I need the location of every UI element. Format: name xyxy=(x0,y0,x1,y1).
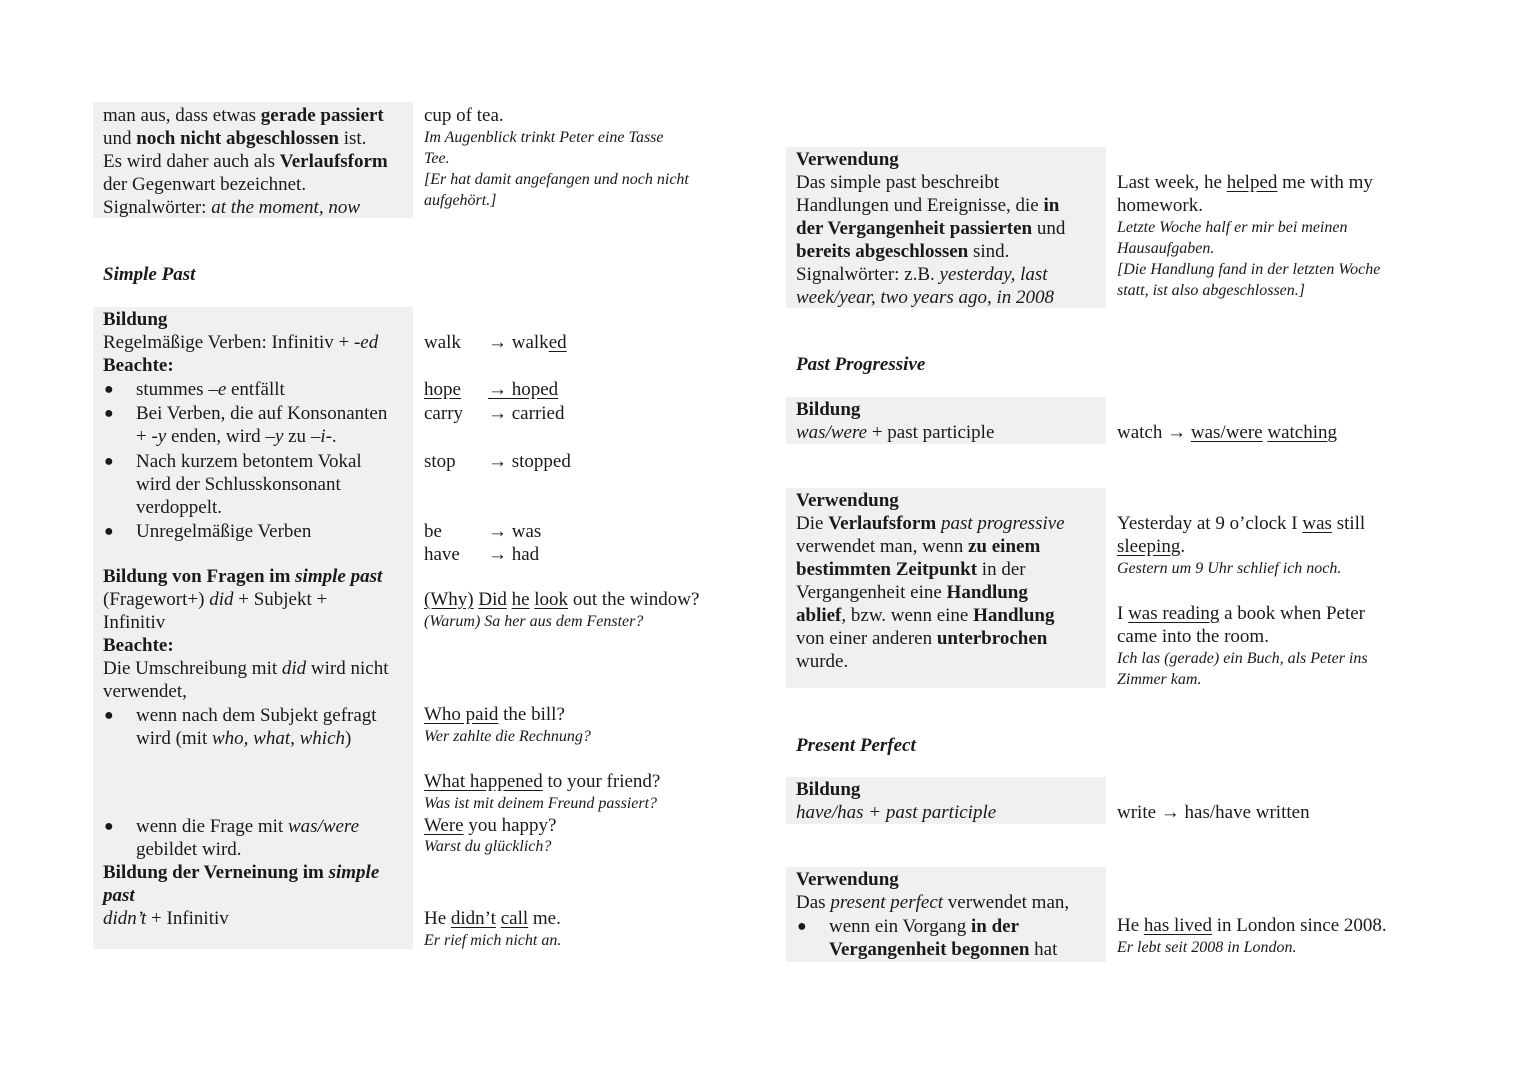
regel-line: Regelmäßige Verben: Infinitiv + -ed xyxy=(103,332,379,353)
pp-verwendung-7: wurde. xyxy=(796,651,849,672)
ex-were-you-happy: Were you happy? xyxy=(424,815,557,836)
bullet-was-were-2: gebildet wird. xyxy=(136,839,242,860)
bullet-vokal-3: verdoppelt. xyxy=(136,497,223,518)
ex-last-week: Last week, he helped me with my xyxy=(1117,172,1373,193)
ex-has-lived: He has lived in London since 2008. xyxy=(1117,915,1387,936)
ex-question-why-de: (Warum) Sa her aus dem Fenster? xyxy=(424,613,644,630)
example-note-2: aufgehört.] xyxy=(424,192,497,209)
ex-what-happened: What happened to your friend? xyxy=(424,771,661,792)
verneinung-heading-2: past xyxy=(103,885,135,906)
beachte-label: Beachte: xyxy=(103,355,174,376)
sp-verwendung-1: Das simple past beschreibt xyxy=(796,172,1000,193)
pp-verwendung-1: Die Verlaufsform past progressive xyxy=(796,513,1065,534)
ex-came-into-room: came into the room. xyxy=(1117,626,1269,647)
umschreibung-line-2: verwendet, xyxy=(103,681,187,702)
pr-bildung-label: Bildung xyxy=(796,779,861,800)
bullet-subjekt-1: wenn nach dem Subjekt gefragt xyxy=(136,705,377,726)
pp-verwendung-6: von einer anderen unterbrochen xyxy=(796,628,1048,649)
ex-stop: stop xyxy=(424,451,456,472)
ex-stopped: → stopped xyxy=(488,451,571,472)
fragen-line-1: (Fragewort+) did + Subjekt + xyxy=(103,589,328,610)
pp-formel: was/were + past participle xyxy=(796,422,995,443)
ex-last-week-de-1: Letzte Woche half er mir bei meinen xyxy=(1117,219,1348,236)
ex-sleeping: sleeping. xyxy=(1117,536,1186,557)
umschreibung-line-1: Die Umschreibung mit did wird nicht xyxy=(103,658,389,679)
ex-reading-de-1: Ich las (gerade) ein Buch, als Peter ins xyxy=(1117,650,1368,667)
bullet-subjekt-2: wird (mit who, what, which) xyxy=(136,728,352,749)
bullet-vokal-2: wird der Schlusskonsonant xyxy=(136,474,341,495)
bullet-icon: ● xyxy=(104,405,114,422)
verneinung-heading-1: Bildung der Verneinung im simple xyxy=(103,862,380,883)
bullet-icon: ● xyxy=(104,381,114,398)
bullet-icon: ● xyxy=(797,918,807,935)
pr-formel: have/has + past participle xyxy=(796,802,997,823)
example-translation-2: Tee. xyxy=(424,150,450,167)
bullet-konsonanten-2: + -y enden, wird –y zu –i-. xyxy=(136,426,337,447)
ex-walk: walk xyxy=(424,332,461,353)
ex-homework: homework. xyxy=(1117,195,1204,216)
ex-were-you-happy-de: Warst du glücklich? xyxy=(424,838,552,855)
ex-watch: watch → was/were watching xyxy=(1117,422,1338,443)
didnt-formula: didn’t + Infinitiv xyxy=(103,908,229,929)
bullet-konsonanten-1: Bei Verben, die auf Konsonanten xyxy=(136,403,388,424)
bullet-icon: ● xyxy=(104,707,114,724)
ex-last-week-note-1: [Die Handlung fand in der letzten Woche xyxy=(1117,261,1381,278)
ex-hope: hope xyxy=(424,379,461,400)
present-perfect-heading: Present Perfect xyxy=(796,735,916,756)
ex-yesterday-de: Gestern um 9 Uhr schlief ich noch. xyxy=(1117,560,1342,577)
pr-verwendung-2: wenn ein Vorgang in der xyxy=(829,916,1019,937)
ex-have: have xyxy=(424,544,460,565)
verwendung-label: Verwendung xyxy=(796,149,899,170)
fragen-heading: Bildung von Fragen im simple past xyxy=(103,566,383,587)
sp-verwendung-4: bereits abgeschlossen sind. xyxy=(796,241,1010,262)
bildung-label: Bildung xyxy=(103,309,168,330)
verwendung-line-1: man aus, dass etwas gerade passiert xyxy=(103,105,384,126)
past-progressive-heading: Past Progressive xyxy=(796,354,926,375)
ex-carry: carry xyxy=(424,403,464,424)
sp-signalwoerter-1: Signalwörter: z.B. yesterday, last xyxy=(796,264,1048,285)
verwendung-line-4: der Gegenwart bezeichnet. xyxy=(103,174,307,195)
ex-has-lived-de: Er lebt seit 2008 in London. xyxy=(1117,939,1297,956)
ex-carried: → carried xyxy=(488,403,565,424)
pp-verwendung-4: Vergangenheit eine Handlung xyxy=(796,582,1028,603)
pr-verwendung-label: Verwendung xyxy=(796,869,899,890)
pr-verwendung-3: Vergangenheit begonnen hat xyxy=(829,939,1058,960)
simple-past-heading: Simple Past xyxy=(103,264,196,285)
fragen-line-2: Infinitiv xyxy=(103,612,166,633)
pp-verwendung-2: verwendet man, wenn zu einem xyxy=(796,536,1041,557)
ex-question-why: (Why) Did he look out the window? xyxy=(424,589,700,610)
example-cup-of-tea: cup of tea. xyxy=(424,105,504,126)
ex-write: write → has/have written xyxy=(1117,802,1310,823)
example-translation-1: Im Augenblick trinkt Peter eine Tasse xyxy=(424,129,664,146)
pr-verwendung-1: Das present perfect verwendet man, xyxy=(796,892,1070,913)
pp-verwendung-3: bestimmten Zeitpunkt in der xyxy=(796,559,1026,580)
bullet-stummes-e: stummes –e entfällt xyxy=(136,379,285,400)
ex-yesterday: Yesterday at 9 o’clock I was still xyxy=(1117,513,1366,534)
bullet-icon: ● xyxy=(104,453,114,470)
pp-bildung-label: Bildung xyxy=(796,399,861,420)
example-note-1: [Er hat damit angefangen und noch nicht xyxy=(424,171,689,188)
ex-negation-de: Er rief mich nicht an. xyxy=(424,932,562,949)
ex-reading: I was reading a book when Peter xyxy=(1117,603,1365,624)
ex-be: be xyxy=(424,521,442,542)
bullet-unregelmaessig: Unregelmäßige Verben xyxy=(136,521,312,542)
sp-verwendung-2: Handlungen und Ereignisse, die in xyxy=(796,195,1060,216)
ex-was: → was xyxy=(488,521,542,542)
ex-negation: He didn’t call me. xyxy=(424,908,561,929)
ex-who-paid-de: Wer zahlte die Rechnung? xyxy=(424,728,591,745)
bullet-icon: ● xyxy=(104,818,114,835)
sp-signalwoerter-2: week/year, two years ago, in 2008 xyxy=(796,287,1055,308)
beachte-label-2: Beachte: xyxy=(103,635,174,656)
sp-verwendung-3: der Vergangenheit passierten und xyxy=(796,218,1066,239)
pp-verwendung-label: Verwendung xyxy=(796,490,899,511)
ex-walked: → walked xyxy=(488,332,567,353)
ex-reading-de-2: Zimmer kam. xyxy=(1117,671,1202,688)
ex-had: → had xyxy=(488,544,540,565)
bullet-was-were-1: wenn die Frage mit was/were xyxy=(136,816,360,837)
ex-last-week-de-2: Hausaufgaben. xyxy=(1117,240,1215,257)
bullet-icon: ● xyxy=(104,523,114,540)
verwendung-line-2: und noch nicht abgeschlossen ist. xyxy=(103,128,367,149)
verwendung-line-3: Es wird daher auch als Verlaufsform xyxy=(103,151,388,172)
ex-last-week-note-2: statt, ist also abgeschlossen.] xyxy=(1117,282,1306,299)
bullet-vokal-1: Nach kurzem betontem Vokal xyxy=(136,451,362,472)
pp-verwendung-5: ablief, bzw. wenn eine Handlung xyxy=(796,605,1055,626)
signalwoerter-line: Signalwörter: at the moment, now xyxy=(103,197,361,218)
ex-who-paid: Who paid the bill? xyxy=(424,704,565,725)
ex-what-happened-de: Was ist mit deinem Freund passiert? xyxy=(424,795,658,812)
ex-hoped: → hoped xyxy=(488,379,559,400)
